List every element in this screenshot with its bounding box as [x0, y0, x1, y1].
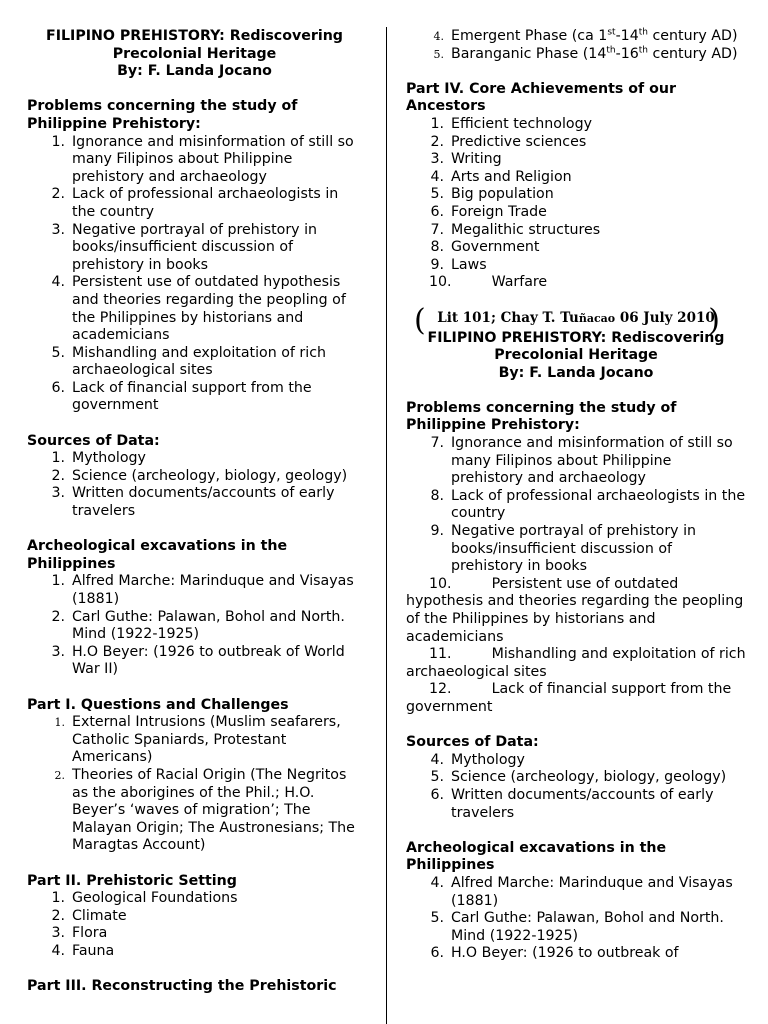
list-number: 4.: [51, 942, 65, 959]
list-text: Lack of financial support from the government: [406, 681, 732, 715]
problems-heading: Problems concerning the study of Philippine Prehistory:: [27, 98, 298, 132]
list-text: Negative portrayal of prehistory in books/insufficient discussion of prehistory in books: [451, 523, 697, 575]
list-item: [27, 485, 362, 520]
stamp-date: 06 July 2010: [615, 309, 715, 326]
list-number: 8.: [430, 487, 444, 504]
column-divider: [386, 27, 387, 1024]
sources-list: [27, 450, 362, 520]
list-item: [27, 345, 362, 380]
list-item: [406, 28, 746, 46]
list-text: -16: [615, 45, 639, 62]
list-text: External Intrusions (Muslim seafarers, Catholic Spaniards, Protestant Americans): [72, 714, 341, 766]
list-number: 5.: [430, 186, 444, 203]
list-text: Predictive sciences: [451, 133, 587, 150]
list-number: 10.: [429, 274, 452, 291]
list-number: 3.: [51, 485, 65, 502]
list-item: [406, 151, 746, 169]
list-text: Foreign Trade: [451, 203, 547, 220]
list-text: Flora: [72, 925, 108, 942]
list-item: [27, 908, 362, 926]
list-number: 7.: [430, 221, 444, 238]
title-line: FILIPINO PREHISTORY: Rediscovering: [46, 28, 343, 44]
list-number: 6.: [51, 379, 65, 396]
list-item: [27, 274, 362, 344]
title-line: Precolonial Heritage: [494, 347, 658, 364]
list-item: [27, 222, 362, 275]
excavations-list: [27, 573, 362, 679]
problems-heading-repeat: Problems concerning the study of Philippine Prehistory:: [406, 399, 677, 434]
list-item: [27, 925, 362, 943]
list-text: Negative portrayal of prehistory in books/insufficient discussion of prehistory in books: [72, 221, 318, 273]
list-item: [27, 609, 362, 644]
list-text: Writing: [451, 151, 502, 168]
list-item: [406, 910, 746, 945]
list-item: [27, 186, 362, 221]
list-text: Lack of professional archaeologists in the country: [451, 487, 746, 522]
sources-list-repeat: [406, 752, 746, 822]
list-number: 4.: [430, 168, 444, 185]
list-item: [406, 134, 746, 152]
list-item: [406, 523, 746, 576]
part4-list-last: [406, 274, 746, 292]
list-number: 2.: [51, 608, 65, 625]
part4-heading: Part IV. Core Achievements of our Ancestors: [406, 80, 677, 115]
list-number: 6.: [430, 203, 444, 220]
list-number: 6.: [430, 786, 444, 803]
superscript: th: [638, 27, 648, 38]
list-item: [406, 576, 746, 646]
list-item: [27, 573, 362, 608]
list-item: [27, 714, 362, 767]
part2-list: [27, 890, 362, 960]
list-item: [406, 945, 746, 963]
list-text: Climate: [72, 907, 127, 924]
list-item: [27, 644, 362, 679]
list-item: [406, 769, 746, 787]
list-text: Lack of professional archaeologists in the country: [72, 186, 339, 220]
list-number: 5.: [430, 910, 444, 927]
part4-list: [406, 116, 746, 274]
list-text: Laws: [451, 256, 487, 273]
author-line: By: F. Landa Jocano: [498, 364, 654, 381]
list-item: [406, 239, 746, 257]
list-number: 9.: [430, 256, 444, 273]
list-text: Mishandling and exploitation of rich archaeological sites: [406, 646, 746, 680]
problems-list-repeat: [406, 435, 746, 576]
document-title-repeat: [406, 330, 746, 383]
list-text: Baranganic Phase (14: [451, 45, 607, 62]
list-text: Alfred Marche: Marinduque and Visayas (1881): [72, 573, 354, 607]
list-item: [406, 488, 746, 523]
list-text: Megalithic structures: [451, 221, 601, 238]
excavations-heading-repeat: Archeological excavations in the Philippines: [406, 839, 667, 874]
list-item: [27, 134, 362, 187]
list-text: Ignorance and misinformation of still so many Filipinos about Philippine prehistory and archaeology: [72, 133, 354, 185]
author-line: By: F. Landa Jocano: [117, 63, 272, 80]
list-text: -14: [615, 28, 639, 44]
list-text: century AD): [648, 45, 738, 62]
list-number: 4.: [51, 274, 65, 291]
list-item: [406, 787, 746, 822]
list-number: 1.: [51, 890, 65, 907]
list-item: [27, 767, 362, 855]
list-item: [406, 875, 746, 910]
part3-heading: Part III. Reconstructing the Prehistoric: [27, 978, 337, 995]
list-text: Written documents/accounts of early travelers: [72, 485, 335, 520]
superscript: th: [606, 44, 616, 55]
list-text: Mishandling and exploitation of rich archaeological sites: [72, 344, 326, 379]
list-item: [27, 380, 362, 415]
sources-heading: Sources of Data:: [27, 432, 160, 449]
list-text: Carl Guthe: Palawan, Bohol and North. Mind (1922-1925): [72, 608, 345, 643]
list-text: Persistent use of outdated hypothesis and theories regarding the peopling of the Philippines by historians and academicians: [406, 575, 744, 645]
list-number: 10.: [429, 575, 452, 592]
list-text: Geological Foundations: [72, 890, 238, 907]
superscript: th: [638, 44, 649, 55]
phases-list: [406, 28, 746, 63]
list-number: 2.: [430, 133, 444, 150]
list-text: century AD): [647, 28, 738, 44]
list-item: [406, 752, 746, 770]
list-number: 7.: [430, 435, 444, 452]
list-text: Carl Guthe: Palawan, Bohol and North. Mind (1922-1925): [451, 910, 724, 944]
title-line: Precolonial Heritage: [112, 45, 277, 62]
list-item: [406, 274, 746, 292]
list-number: 2.: [51, 467, 65, 484]
list-text: Arts and Religion: [451, 168, 572, 185]
list-number: 1.: [51, 573, 65, 590]
list-item: [406, 169, 746, 187]
list-number: 6.: [430, 945, 444, 962]
list-item: [406, 222, 746, 240]
list-text: Alfred Marche: Marinduque and Visayas (1881): [451, 874, 733, 909]
list-number: 4.: [430, 874, 444, 891]
right-column: [406, 28, 746, 963]
list-number: 3.: [51, 221, 65, 238]
list-text: Persistent use of outdated hypothesis and theories regarding the peopling of the Philippines by historians and academicians: [72, 274, 346, 344]
list-number: 5.: [430, 769, 444, 786]
list-number: 3.: [51, 925, 65, 942]
document-title: [27, 28, 362, 81]
list-number: 1.: [54, 716, 65, 730]
left-column: [27, 28, 362, 996]
list-text: Fauna: [72, 942, 115, 959]
list-item: [27, 943, 362, 961]
list-text: Ignorance and misinformation of still so many Filipinos about Philippine prehistory and archaeology: [451, 435, 733, 487]
list-number: 12.: [429, 681, 452, 698]
part1-list: [27, 714, 362, 855]
list-item: [406, 46, 746, 64]
list-item: [27, 450, 362, 468]
right-brace: ): [708, 302, 720, 338]
list-text: Big population: [451, 186, 554, 203]
list-text: Written documents/accounts of early travelers: [451, 786, 714, 821]
list-item: [406, 204, 746, 222]
list-text: H.O Beyer: (1926 to outbreak of: [451, 945, 679, 962]
list-number: 8.: [430, 239, 444, 256]
list-text: Mythology: [72, 450, 146, 467]
list-number: 2.: [54, 768, 65, 782]
list-text: Science (archeology, biology, geology): [72, 467, 348, 484]
list-number: 11.: [429, 646, 452, 663]
list-number: 5.: [433, 47, 444, 61]
list-number: 3.: [51, 643, 65, 660]
list-number: 2.: [51, 186, 65, 203]
excavations-list-repeat: [406, 875, 746, 963]
left-brace: (: [414, 302, 426, 338]
list-number: 1.: [51, 450, 65, 467]
list-text: Science (archeology, biology, geology): [451, 769, 727, 786]
list-item: [27, 890, 362, 908]
part1-heading: Part I. Questions and Challenges: [27, 696, 289, 713]
list-item: [406, 435, 746, 488]
list-item: [406, 186, 746, 204]
list-number: 4.: [430, 751, 444, 768]
list-number: 9.: [430, 523, 444, 540]
list-text: Lack of financial support from the government: [72, 379, 312, 414]
title-line: FILIPINO PREHISTORY: Rediscovering: [427, 329, 725, 346]
list-number: 1.: [430, 115, 444, 132]
stamp-text-small: ñacao: [578, 311, 616, 325]
list-item: [406, 646, 746, 681]
sources-heading-repeat: Sources of Data:: [406, 734, 539, 751]
list-number: 3.: [430, 151, 444, 168]
list-item: [406, 681, 746, 716]
superscript: st: [607, 27, 616, 38]
list-text: Efficient technology: [451, 115, 592, 132]
list-item: [406, 257, 746, 275]
part2-heading: Part II. Prehistoric Setting: [27, 872, 237, 889]
list-text: Government: [451, 239, 540, 256]
list-item: [406, 116, 746, 134]
problems-list: [27, 134, 362, 416]
list-text: Theories of Racial Origin (The Negritos as the aborigines of the Phil.; H.O. Beyer’s ‘waves of migration’; The Malayan Origin; The Austronesians; The Maragtas Account): [72, 766, 355, 854]
list-number: 2.: [51, 907, 65, 924]
list-text: Emergent Phase (ca 1: [451, 28, 608, 44]
list-item: [27, 468, 362, 486]
list-text: Mythology: [451, 751, 525, 768]
list-text: Warfare: [491, 274, 548, 291]
list-number: 5.: [51, 344, 65, 361]
list-text: H.O Beyer: (1926 to outbreak of World War II): [72, 643, 345, 678]
problems-list-repeat-wide: [406, 576, 746, 717]
list-number: 1.: [51, 133, 65, 150]
excavations-heading: Archeological excavations in the Philippines: [27, 538, 288, 572]
list-number: 4.: [433, 30, 444, 43]
stamp-text: Lit 101; Chay T. Tu: [437, 309, 579, 326]
